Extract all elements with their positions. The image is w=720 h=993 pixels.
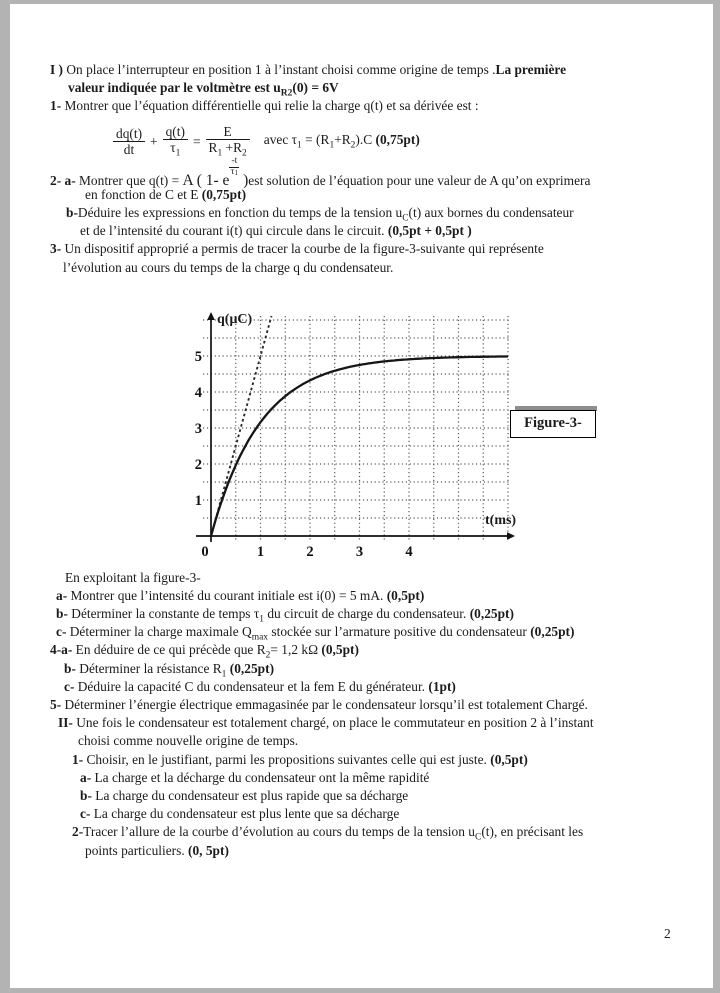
y-tick-label: 1 (194, 492, 202, 509)
text-segment: a- (80, 769, 92, 785)
figure-label-box (510, 410, 596, 438)
text-segment: -t (231, 155, 238, 166)
text-segment: 1 (297, 140, 302, 151)
text-block-top (50, 61, 698, 116)
operator: + (150, 133, 158, 149)
equation-fraction (206, 124, 250, 160)
text-line (65, 569, 698, 587)
text-segment: (0,25pt) (229, 660, 275, 676)
text-segment: 4-a- (50, 642, 73, 658)
chart-canvas (185, 309, 663, 567)
x-tick-label: 3 (355, 543, 364, 560)
text-segment: τ (170, 140, 176, 156)
text-line (50, 155, 698, 189)
x-tick-label: 2 (306, 543, 314, 560)
text-line (78, 732, 698, 750)
page-number: 2 (664, 926, 671, 941)
x-tick-label: 0 (201, 543, 209, 560)
text-segment: 1 (329, 140, 335, 151)
y-axis-arrow (207, 312, 215, 320)
text-line (64, 660, 698, 678)
text-segment: (0) = 6V (292, 80, 339, 96)
text-line (72, 751, 698, 769)
text-line (50, 61, 698, 79)
text-segment: (0,25pt) (469, 606, 514, 622)
text-segment: 1 (234, 168, 238, 177)
equation-fraction (113, 126, 145, 158)
exponent-fraction (229, 157, 239, 178)
document-page (10, 4, 713, 988)
text-segment: l’évolution au cours du temps de la charge q du condensateur. (63, 259, 394, 275)
text-segment: 2- (72, 824, 84, 840)
text-line (56, 587, 698, 605)
text-line (66, 204, 698, 222)
text-segment: La charge du condensateur est plus lente que sa décharge (90, 806, 400, 822)
text-line (80, 787, 698, 805)
text-line (50, 696, 698, 714)
text-segment: 1- (72, 751, 84, 767)
text-line (68, 79, 698, 97)
y-tick-label: 3 (194, 420, 202, 437)
document-content (50, 4, 698, 860)
text-line (85, 842, 698, 860)
text-segment: (1pt) (428, 678, 456, 694)
text-segment: Choisir, en le justifiant, parmi les propositions suivantes celle qui est juste. (83, 751, 491, 767)
text-segment: La charge et la décharge du condensateur ont la même rapidité (91, 769, 430, 785)
text-segment: (0, 5pt) (188, 842, 229, 858)
text-segment: b- (66, 204, 78, 220)
text-segment: Déduire la capacité C du condensateur et la fem E du générateur. (74, 678, 429, 694)
text-segment: (t), en précisant les (481, 824, 584, 840)
equation-fraction (163, 124, 188, 160)
text-segment: Un dispositif approprié a permis de tracer la courbe de la figure-3-suivante qui représente (61, 241, 544, 257)
text-segment: 1 (221, 669, 227, 680)
equation-condition (264, 132, 420, 151)
text-segment: max (251, 632, 269, 643)
text-segment: Déterminer la résistance R (75, 660, 222, 676)
text-segment: 2 (350, 140, 356, 151)
text-segment: Déterminer la constante de temps τ (67, 606, 260, 622)
text-block-mid (50, 155, 698, 277)
figure-3-chart (185, 309, 663, 567)
text-segment: Montrer que l’équation différentielle qui relie la charge q(t) et sa dérivée est : (61, 98, 479, 114)
y-tick-label: 4 (194, 384, 202, 401)
text-line (80, 222, 698, 240)
text-segment: b- (56, 606, 68, 622)
text-segment: (0,25pt) (530, 624, 575, 640)
text-segment: = 1,2 kΩ (270, 642, 322, 658)
text-segment: = (R (301, 132, 330, 148)
text-segment: 2- a- (50, 172, 80, 188)
text-line (58, 714, 698, 732)
y-axis-label: q(μC) (217, 311, 253, 327)
text-segment: En exploitant la figure-3- (65, 569, 201, 585)
x-tick-label: 4 (405, 543, 413, 560)
text-line (50, 240, 698, 258)
text-segment: Une fois le condensateur est totalement chargé, on place le commutateur en position 2 à l’instant (72, 715, 594, 731)
differential-equation (113, 118, 698, 166)
text-line (64, 678, 698, 696)
text-segment: choisi comme nouvelle origine de temps. (78, 733, 299, 749)
text-segment: R2 (280, 88, 293, 99)
text-segment: R (208, 140, 218, 156)
text-segment: 1 (217, 148, 223, 159)
text-segment: +R (334, 132, 351, 148)
text-segment: (0,5pt) (386, 587, 425, 603)
text-segment: (0,75pt) (375, 132, 420, 148)
text-segment: (t) aux bornes du condensateur (408, 204, 574, 220)
text-segment: avec τ (263, 132, 298, 148)
text-segment: E (223, 123, 232, 139)
text-line (56, 623, 698, 641)
text-segment: points particuliers. (85, 842, 189, 858)
text-segment: 2 (242, 148, 247, 159)
text-segment: Déterminer la charge maximale Q (66, 624, 252, 640)
text-line (80, 769, 698, 787)
text-line (85, 186, 698, 204)
text-segment: Déterminer l’énergie électrique emmagasinée par le condensateur lorsqu’il est totalement Chargé. (61, 697, 588, 712)
x-axis-arrow (507, 532, 515, 540)
text-segment: 3- (50, 241, 62, 257)
text-line (50, 97, 698, 115)
text-block-bottom (50, 569, 698, 860)
text-segment: La première (495, 62, 567, 77)
text-segment: II- (58, 715, 73, 731)
text-segment: 1- (50, 98, 62, 114)
operator: = (192, 133, 201, 149)
text-segment: C (402, 213, 409, 224)
x-axis-label: t(ms) (485, 512, 517, 528)
y-tick-label: 5 (194, 348, 202, 365)
text-segment: En déduire de ce qui précède que R (72, 642, 266, 658)
text-segment: est solution de l’équation pour une valeur de A qu’on exprimera (248, 172, 591, 188)
text-segment: b- (64, 660, 76, 676)
text-line (56, 605, 698, 623)
text-segment: 2 (265, 650, 271, 661)
text-segment: et de l’intensité du courant i(t) qui circule dans le circuit. (80, 223, 388, 239)
text-segment: valeur indiquée par le voltmètre est u (68, 80, 281, 96)
text-segment: ).C (355, 132, 376, 148)
text-segment: (0,5pt) (321, 642, 359, 658)
text-segment: Montrer que q(t) = (79, 172, 183, 188)
text-segment: 1 (175, 148, 181, 159)
text-segment: Tracer l’allure de la courbe d’évolution au cours du temps de la tension u (83, 824, 475, 840)
text-segment: +R (222, 140, 243, 156)
text-segment: C (474, 832, 482, 843)
text-segment: a- (56, 587, 68, 603)
text-segment: I ) (50, 62, 67, 77)
text-line (72, 823, 698, 841)
text-segment: c- (64, 678, 75, 694)
text-segment: On place l’interrupteur en position 1 à l’instant choisi comme origine de temps . (66, 62, 496, 77)
text-segment: Déduire les expressions en fonction du temps de la tension u (77, 204, 403, 220)
text-segment: Montrer que l’intensité du courant initiale est i(0) = 5 mA. (67, 587, 387, 603)
text-segment: stockée sur l’armature positive du condensateur (268, 624, 531, 640)
text-segment: du circuit de charge du condensateur. (263, 606, 470, 622)
text-segment: dt (123, 142, 135, 158)
text-segment: q(t) (165, 123, 185, 139)
text-segment: dq(t) (116, 125, 143, 141)
text-line (80, 805, 698, 823)
text-segment: 5- (50, 697, 62, 712)
text-segment: c- (80, 806, 91, 822)
text-segment: en fonction de C et E (85, 186, 202, 202)
text-segment: ) (239, 171, 249, 189)
text-segment: (0,75pt) (201, 186, 247, 202)
text-segment: La charge du condensateur est plus rapide que sa décharge (91, 787, 409, 803)
text-segment: (0,5pt + 0,5pt ) (387, 223, 472, 239)
figure-label: Figure-3- (524, 415, 582, 432)
text-line (63, 259, 698, 277)
text-segment: τ (230, 166, 235, 177)
y-tick-label: 2 (194, 456, 202, 473)
text-segment: c- (56, 624, 67, 640)
text-segment: b- (80, 787, 92, 803)
text-segment: 1 (259, 614, 264, 625)
text-line (50, 641, 698, 659)
x-tick-label: 1 (256, 543, 265, 560)
text-segment: A ( 1- e (182, 171, 230, 189)
text-segment: (0,5pt) (490, 751, 528, 767)
